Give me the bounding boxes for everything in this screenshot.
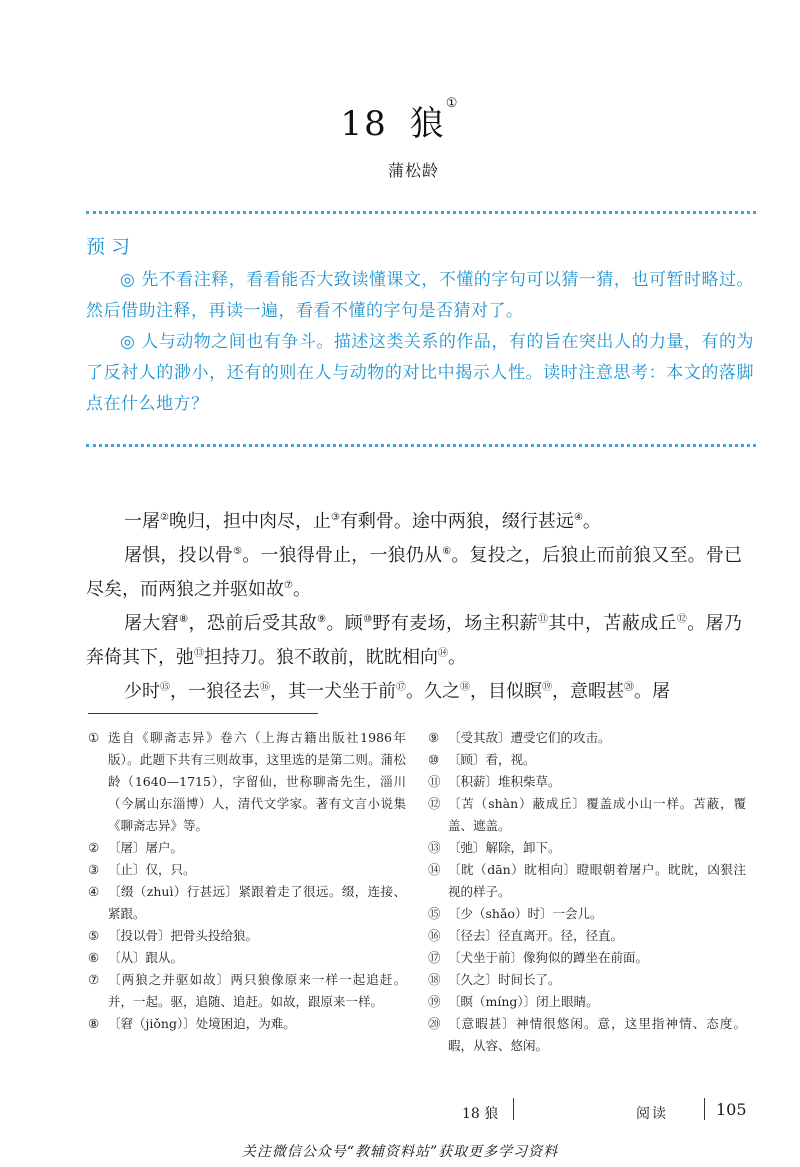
body-paragraph-3 <box>86 607 742 675</box>
footnote-mark: ① <box>88 730 100 745</box>
footer-divider <box>704 1098 705 1120</box>
footnote-text: 〔从〕跟从。 <box>108 950 184 965</box>
footnote-text: 〔意暇甚〕神情很悠闲。意，这里指神情、态度。暇，从容、悠闲。 <box>448 1016 746 1053</box>
footnote-ref[interactable]: ⑦ <box>284 580 293 591</box>
text-run: 。屠乃奔倚其下，弛 <box>86 613 743 668</box>
footnote-text: 选自《聊斋志异》卷六（上海古籍出版社1986年版）。此题下共有三则故事，这里选的是第二则。蒲松龄（1640—1715），字留仙，世称聊斋先生，淄川（今属山东淄博）人，清代文学家。著有文言小说集《聊斋志异》等。 <box>108 730 406 833</box>
text-run: 。屠 <box>634 681 670 702</box>
preview-paragraph-1: ◎ 先不看注释，看看能否大致读懂课文，不懂的字句可以猜一猜，也可暂时略过。然后借助注释，再读一遍，看看不懂的字句是否猜对了。 <box>86 270 754 321</box>
footnote-mark: ⑤ <box>88 928 100 943</box>
footnote <box>428 925 746 947</box>
footnote-ref[interactable]: ⑰ <box>396 682 406 693</box>
footnote-text: 〔瞑（míng）〕闭上眼睛。 <box>448 994 599 1009</box>
footnote-mark: ② <box>88 840 100 855</box>
footnote-ref[interactable]: ⑤ <box>233 546 243 557</box>
text-run: 一屠 <box>124 511 160 532</box>
footnote-ref[interactable]: ⑧ <box>179 614 189 625</box>
footnote-text: 〔眈（dān）眈相向〕瞪眼朝着屠户。眈眈，凶狠注视的样子。 <box>448 862 746 899</box>
footnote <box>88 1013 406 1035</box>
footnote-text: 〔积薪〕堆积柴草。 <box>448 774 561 789</box>
text-run: 。 <box>582 511 601 532</box>
text-run: 。复投之，后狼止而前狼又至。骨已尽矣，而两狼之并驱如故 <box>86 545 743 600</box>
footnote-text: 〔止〕仅，只。 <box>108 862 196 877</box>
text-run: ，其一犬坐于前 <box>270 681 396 702</box>
text-run: 有剩骨。途中两狼，缀行甚远 <box>339 511 574 532</box>
footer-divider <box>513 1098 514 1120</box>
footnote-text: 〔屠〕屠户。 <box>108 840 184 855</box>
text-run: 。久之 <box>406 681 460 702</box>
footnote <box>88 837 406 859</box>
footnote-ref[interactable]: ⑮ <box>160 682 170 693</box>
page-number: 105 <box>716 1100 747 1119</box>
footnote-mark: ⑱ <box>428 972 441 987</box>
footnote <box>428 859 746 903</box>
text-run: 晚归，担中肉尽，止 <box>168 511 331 532</box>
lesson-title-text: 狼 <box>409 104 446 144</box>
footnote-mark: ⑩ <box>428 752 440 767</box>
footnote-text: 〔受其敌〕遭受它们的攻击。 <box>448 730 611 745</box>
text-run: 。 <box>448 647 466 668</box>
text-run: ，恐前后受其敌 <box>188 613 318 634</box>
footnote-text: 〔缀（zhuì）行甚远〕紧跟着走了很远。缀，连接、紧跟。 <box>108 884 406 921</box>
footnote <box>428 749 746 771</box>
text-run: 。顾 <box>326 613 364 634</box>
footnote <box>428 947 746 969</box>
footnote-separator <box>88 713 318 714</box>
footnote-ref[interactable]: ③ <box>330 512 340 523</box>
footnotes-left-column <box>88 727 406 1035</box>
footnote-mark: ⑪ <box>428 774 441 789</box>
footnote-ref[interactable]: ⑨ <box>317 614 327 625</box>
footnote-mark: ④ <box>88 884 100 899</box>
footnote-ref[interactable]: ⑲ <box>542 682 552 693</box>
footer-lesson-label: 18 狼 <box>462 1106 499 1122</box>
text-run: 野有麦场，场主积薪 <box>372 613 538 634</box>
text-run: 其中，苫蔽成丘 <box>548 613 677 634</box>
body-paragraph-1 <box>86 505 742 539</box>
footnote <box>428 727 746 749</box>
footnote <box>428 991 746 1013</box>
footnote-ref[interactable]: ⑪ <box>537 614 549 625</box>
footnote-mark: ⑨ <box>428 730 440 745</box>
body-paragraph-2 <box>86 539 742 607</box>
footnote-ref[interactable]: ⑬ <box>194 648 204 659</box>
footnote <box>88 969 406 1013</box>
text-run: 担持刀。狼不敢前，眈眈相向 <box>204 647 438 668</box>
lesson-number: 18 <box>340 104 388 144</box>
footnote-text: 〔投以骨〕把骨头投给狼。 <box>108 928 259 943</box>
title-footnote-mark[interactable]: ① <box>445 96 460 111</box>
footnote-text: 〔两狼之并驱如故〕两只狼像原来一样一起追赶。并，一起。驱，追随、追赶。如故，跟原来一样。 <box>108 972 406 1009</box>
footnote-text: 〔少（shǎo）时〕一会儿。 <box>448 906 603 921</box>
text-run: 屠惧，投以骨 <box>124 545 234 566</box>
footnote <box>428 771 746 793</box>
footnote-mark: ⑮ <box>428 906 441 921</box>
footnote <box>428 793 746 837</box>
footnote-text: 〔犬坐于前〕像狗似的蹲坐在前面。 <box>448 950 649 965</box>
lesson-title <box>0 96 800 145</box>
footnote-ref[interactable]: ⑥ <box>442 546 452 557</box>
footnote-mark: ⑰ <box>428 950 441 965</box>
footnote-ref[interactable]: ④ <box>573 512 583 523</box>
footer-section: 阅读 <box>636 1106 668 1122</box>
footnote <box>88 859 406 881</box>
footnote-text: 〔苫（shàn）蔽成丘〕覆盖成小山一样。苫蔽，覆盖、遮盖。 <box>448 796 746 833</box>
watermark-text: 关注微信公众号“教辅资料站”获取更多学习资料 <box>241 1144 559 1160</box>
preview-section <box>86 232 754 420</box>
footnote-mark: ⑬ <box>428 840 441 855</box>
footnote-text: 〔径去〕径直离开。径，径直。 <box>448 928 624 943</box>
footnote <box>428 969 746 991</box>
footnote-ref[interactable]: ⑫ <box>676 614 688 625</box>
footnote-text: 〔窘（jiǒng）〕处境困迫，为难。 <box>108 1016 296 1031</box>
footnote-ref[interactable]: ⑯ <box>260 682 270 693</box>
footnote <box>428 837 746 859</box>
body-paragraph-4 <box>86 675 742 709</box>
text-run: 。 <box>292 579 311 600</box>
footnote <box>88 727 406 837</box>
footnote-mark: ⑲ <box>428 994 441 1009</box>
text-run: 屠大窘 <box>124 613 180 634</box>
footnote-mark: ③ <box>88 862 100 877</box>
footnote-mark: ⑭ <box>428 862 441 877</box>
preview-heading: 预习 <box>86 236 137 258</box>
footnote-mark: ⑥ <box>88 950 100 965</box>
preview-paragraph-2: ◎ 人与动物之间也有争斗。描述这类关系的作品，有的旨在突出人的力量，有的为了反衬人的渺小，还有的则在人与动物的对比中揭示人性。读时注意思考：本文的落脚点在什么地方？ <box>86 332 754 414</box>
footnote-mark: ⑫ <box>428 796 441 811</box>
footnote-ref[interactable]: ⑩ <box>363 614 373 625</box>
main-text <box>86 505 742 709</box>
divider-bottom <box>86 444 756 447</box>
footnote-text: 〔顾〕看，视。 <box>448 752 536 767</box>
divider-top <box>86 211 756 214</box>
text-run: ，意暇甚 <box>552 681 624 702</box>
text-run: ，目似瞑 <box>470 681 542 702</box>
text-run: ，一狼径去 <box>170 681 260 702</box>
footnote-ref[interactable]: ⑭ <box>438 648 448 659</box>
footnote-text: 〔弛〕解除，卸下。 <box>448 840 561 855</box>
footnote <box>428 1013 746 1057</box>
footnote-mark: ⑧ <box>88 1016 100 1031</box>
footnote-ref[interactable]: ⑱ <box>460 682 470 693</box>
text-run: 少时 <box>124 681 160 702</box>
footnote-mark: ⑯ <box>428 928 441 943</box>
footnote <box>88 925 406 947</box>
author-name: 蒲松龄 <box>388 161 440 180</box>
footnote <box>88 881 406 925</box>
footnote-ref[interactable]: ⑳ <box>624 682 634 693</box>
footnote-text: 〔久之〕时间长了。 <box>448 972 561 987</box>
footnote-ref[interactable]: ② <box>160 512 169 523</box>
footnotes-right-column <box>428 727 746 1057</box>
footnote <box>88 947 406 969</box>
text-run: 。一狼得骨止，一狼仍从 <box>242 545 443 566</box>
footnote-mark: ⑳ <box>428 1016 441 1031</box>
footnote <box>428 903 746 925</box>
footnote-mark: ⑦ <box>88 972 100 987</box>
